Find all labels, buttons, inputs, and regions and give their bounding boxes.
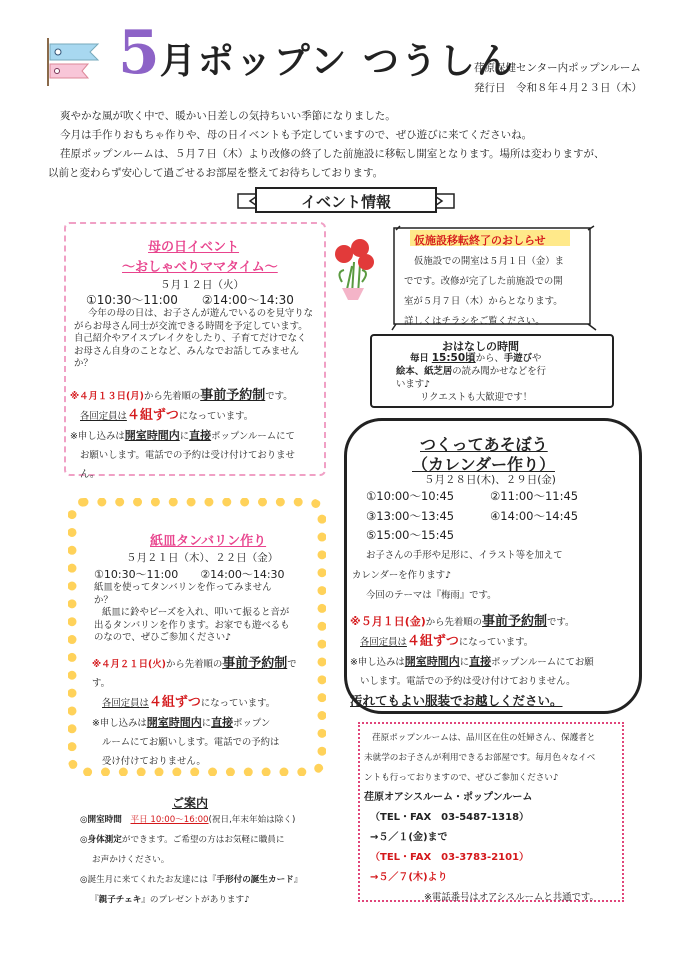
guide-hours-value: 平日 10:00～16:00 <box>130 815 209 825</box>
tambourine-reserve <box>92 654 306 771</box>
story-teasobi: 手遊び <box>503 353 532 364</box>
calendar-time-1: ①10:00～10:45 <box>366 489 455 503</box>
tb-body-4: 出るタンバリンを作ります。お家でも遊べるも <box>94 619 290 631</box>
md-apply-t2: に <box>179 431 190 442</box>
guide-bday-t3: 『 <box>90 895 99 905</box>
tb-reserve-type: 事前予約制 <box>222 656 288 671</box>
tb-body-3: 紙皿に鈴やビーズを入れ、叩いて振ると音が <box>102 607 290 618</box>
calendar-time-4: ④14:00～14:45 <box>490 509 579 523</box>
cal-body-3: 今回のテーマは『梅雨』です。 <box>366 590 497 601</box>
cal-body-1: お子さんの手形や足形に、イラスト等を加えて <box>366 550 563 561</box>
story-t3: の読み聞かせなどを行 <box>452 366 547 377</box>
calendar-reserve <box>350 612 634 710</box>
notice-3: 室が５月７日（木）からとなります。 <box>404 296 563 307</box>
notice-title: 仮施設移転終了のおしらせ <box>414 234 546 247</box>
guide-body <box>80 810 340 910</box>
guide-title: ご案内 <box>172 796 209 810</box>
koinobori-illustration <box>42 36 112 88</box>
tambourine-title: 紙皿タンバリン作り <box>150 534 267 549</box>
calendar-title-2: （カレンダー作り） <box>412 455 555 474</box>
md-reserve-t2: です。 <box>265 391 293 402</box>
guide-bday-cheki: 親子チェキ <box>98 895 142 905</box>
notice-4: 詳しくはチラシをご覧ください。 <box>404 316 545 327</box>
tb-cap-t: になっています。 <box>200 698 276 709</box>
calendar-time-3: ③13:00～13:45 <box>366 509 455 523</box>
intro-3: 荏原ポップンルームは、５月７日（木）より改修の終了した前施設に移転し開室となります。場所は変わりますが、 <box>60 148 605 160</box>
cal-apply-t2: に <box>459 657 470 668</box>
story-t5: リクエストも大歓迎です！ <box>420 392 533 403</box>
tb-body-2: か？ <box>94 594 113 606</box>
cal-cap-t: になっています。 <box>458 637 534 648</box>
story-title: おはなしの時間 <box>442 340 519 353</box>
md-body-5: か？ <box>74 358 93 369</box>
info-tel-1-until: →５／１(金)まで <box>370 832 448 843</box>
guide-measure-t2: お声かけください。 <box>92 855 170 865</box>
intro-4: 以前と変わらず安心して過ごせるお部屋を整えてお待ちしております。 <box>48 167 384 179</box>
cal-cap-label: 各回定員は <box>360 637 407 648</box>
banner-title: イベント情報 <box>300 193 391 211</box>
md-apply-direct: 直接 <box>189 429 212 442</box>
cal-apply-t3: ポップンルームにてお願 <box>491 657 594 668</box>
mothers-day-body <box>74 308 320 371</box>
story-t1: から、 <box>475 353 504 364</box>
info-tel-2: （TEL・FAX 03-3783-2101） <box>370 852 530 863</box>
md-cap-value: ４組ずつ <box>126 408 179 423</box>
cal-reserve-t1: から先着順の <box>425 617 483 628</box>
mothers-day-times: ①10:30～11:00 ②14:00～14:30 <box>86 293 294 307</box>
tb-body-1: 紙皿を使ってタンバリンを作ってみません <box>94 582 272 593</box>
tb-reserve-date: ※４月２１日(火) <box>92 659 166 670</box>
story-daily: 毎日 <box>410 353 429 364</box>
notice-body <box>404 252 594 332</box>
md-body-4: お母さん自身のことなど、みんなでお話してみません <box>74 345 300 357</box>
story-t4: います♪ <box>396 379 431 390</box>
guide-measure-label: ◎身体測定 <box>80 835 122 845</box>
story-body <box>396 352 606 404</box>
md-apply-t3: ポップンルームにて <box>211 431 295 442</box>
info-tel-1: （TEL・FAX 03-5487-1318） <box>370 812 530 823</box>
cal-clothes-note: 汚れてもよい服装でお越しください。 <box>350 693 563 708</box>
tb-apply-hours: 開室時間内 <box>146 716 202 729</box>
calendar-title-1: つくってあそぼう <box>420 435 548 454</box>
guide-hours-label: ◎開室時間 <box>80 815 122 825</box>
notice-1: 仮施設での開室は５月１日（金）ま <box>414 256 565 267</box>
info-name: 荏原オアシスルーム・ポップンルーム <box>364 792 533 803</box>
mothers-day-date: ５月１２日（火） <box>160 279 244 291</box>
tb-apply-t3: ポップン <box>233 718 271 729</box>
md-apply-t1: ※申し込みは <box>70 431 125 442</box>
md-cap-t: になっています。 <box>178 411 254 422</box>
notice-2: でです。改修が完了した前施設での開 <box>404 276 563 287</box>
mothers-day-subtitle: ～おしゃべりママタイム～ <box>122 260 278 275</box>
tb-apply-t4: ルームにてお願いします。電話での予約は <box>102 737 280 748</box>
title-text: 月ポップン つうしん <box>159 41 515 82</box>
md-apply-t4: お願いします。電話での予約は受け付けておりませ <box>80 450 295 461</box>
guide-bday-t2: 』 <box>293 875 303 885</box>
info-note: ※電話番号はオアシスルームと共通です。 <box>424 892 599 903</box>
tb-reserve-t1: から先着順の <box>165 659 223 670</box>
cal-cap-value: ４組ずつ <box>406 634 459 649</box>
guide-bday-t1: ◎誕生月に来てくれたお友達には『 <box>80 875 217 885</box>
md-body-2: がらお母さん同士が交流できる時間を予定しています。 <box>74 320 308 332</box>
calendar-time-5: ⑤15:00～15:45 <box>366 528 455 542</box>
md-body-1: 今年の母の日は、お子さんが遊んでいるのを見守りな <box>88 308 314 319</box>
md-reserve-date: ※４月１３日(月) <box>70 391 144 402</box>
title-month: 5 <box>118 18 160 88</box>
cal-apply-t1: ※申し込みは <box>350 657 405 668</box>
mothers-day-title: 母の日イベント <box>148 240 240 255</box>
tambourine-body <box>94 582 304 645</box>
cal-body-2: カレンダーを作ります♪ <box>352 570 452 581</box>
cal-reserve-date: ※５月１日(金) <box>350 615 426 628</box>
page-title <box>118 18 515 88</box>
guide-hours-note: (祝日,年末年始は除く) <box>208 815 296 825</box>
tb-cap-label: 各回定員は <box>102 698 149 709</box>
md-cap-label: 各回定員は <box>80 411 127 422</box>
guide-bday-card: 手形付の誕生カード <box>216 875 294 885</box>
info-1: 荏原ポップンルームは、品川区在住の妊婦さん、保護者と <box>372 733 596 743</box>
event-banner <box>236 186 456 216</box>
story-time: 15:50頃 <box>431 352 476 364</box>
guide-bday-t4: 』のプレゼントがあります♪ <box>141 895 250 905</box>
md-body-3: 自己紹介やアイスブレイクをしたり、子育てだけでなく <box>74 333 307 344</box>
story-t2: や <box>531 353 542 364</box>
calendar-time-2: ②11:00～11:45 <box>490 489 579 503</box>
info-tel-2-from: →５／７(木)より <box>370 872 448 883</box>
tambourine-times: ①10:30～11:00 ②14:00～14:30 <box>94 568 285 581</box>
carnation-illustration <box>322 232 384 302</box>
md-reserve <box>70 386 320 484</box>
md-reserve-t1: から先着順の <box>143 391 201 402</box>
story-books: 絵本、紙芝居 <box>396 366 453 377</box>
cal-apply-hours: 開室時間内 <box>404 655 460 668</box>
tb-apply-t1: ※申し込みは <box>92 718 147 729</box>
info-body <box>364 728 618 908</box>
md-reserve-type: 事前予約制 <box>200 388 266 403</box>
intro-2: 今月は手作りおもちゃ作りや、母の日イベントも予定していますので、ぜひ遊びに来てくださいね。 <box>60 129 533 141</box>
tb-apply-direct: 直接 <box>211 716 234 729</box>
md-apply-t5: ん。 <box>80 469 100 480</box>
intro-1: 爽やかな風が吹く中で、暖かい日差しの気持ちいい季節になりました。 <box>60 110 396 122</box>
cal-reserve-t2: です。 <box>547 617 575 628</box>
calendar-body <box>352 546 632 606</box>
org-name: 荏原保健センター内ポップンルーム <box>474 62 641 74</box>
tb-cap-value: ４組ずつ <box>148 695 201 710</box>
info-2: 未就学のお子さんが利用できるお部屋です。毎月色々なイベ <box>364 753 596 763</box>
calendar-date: ５月２８日(木)、２９日(金) <box>424 474 556 486</box>
md-apply-hours: 開室時間内 <box>124 429 180 442</box>
tb-body-5: のなので、ぜひご参加ください♪ <box>94 632 232 643</box>
tb-apply-t2: に <box>201 718 212 729</box>
tb-apply-t5: 受け付けておりません。 <box>102 756 206 767</box>
issue-date: 発行日 令和８年４月２３日（木） <box>474 82 642 94</box>
tambourine-date: ５月２１日（木）、２２日（金） <box>126 552 279 564</box>
cal-apply-direct: 直接 <box>469 655 492 668</box>
cal-reserve-type: 事前予約制 <box>482 614 548 629</box>
info-3: ントも行っておりますので、ぜひご参加ください♪ <box>364 773 559 783</box>
cal-apply-t4: いします。電話での予約は受け付けておりません。 <box>360 676 576 687</box>
guide-measure-t1: ができます。ご希望の方はお気軽に職員に <box>121 835 285 845</box>
tb-reserve-t2: です。 <box>92 659 297 689</box>
